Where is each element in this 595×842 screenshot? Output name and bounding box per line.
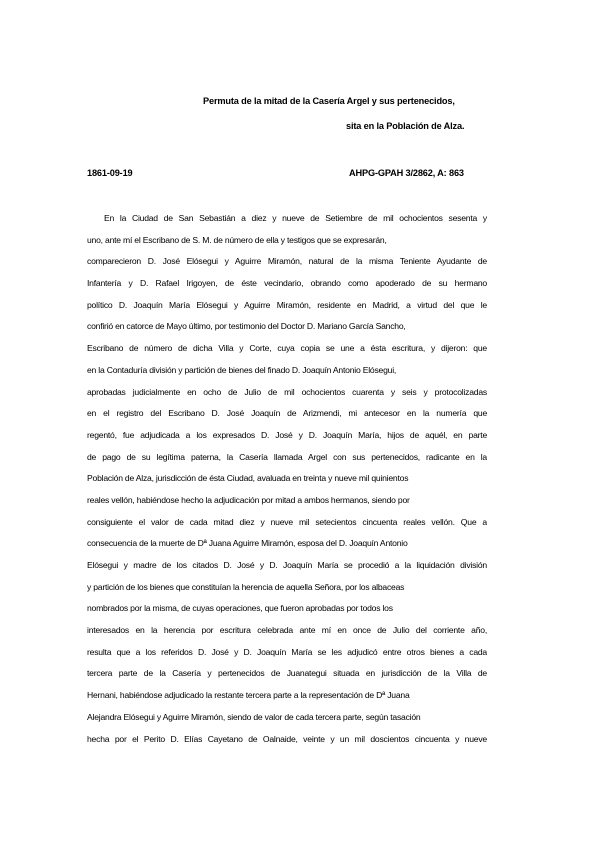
document-title-line-1: Permuta de la mitad de la Casería Argel y sus pertenecidos, (203, 96, 455, 106)
body-line: Hernani, habiéndose adjudicado la restante tercera parte a la representación de Dª Juana (87, 690, 410, 701)
body-line: Elósegui y madre de los citados D. José y D. Joaquín María se procedió a la liquidación división (87, 560, 487, 570)
document-title-line-2: sita en la Población de Alza. (346, 121, 465, 131)
body-line: confirió en catorce de Mayo último, por testimonio del Doctor D. Mariano García Sancho, (87, 321, 406, 332)
body-line: Escribano de número de dicha Villa y Corte, cuya copia se une a ésta escritura, y dijeron: que (87, 343, 487, 354)
body-line: Población de Alza, jurisdicción de ésta Ciudad, avaluada en treinta y nueve mil quinientos (87, 473, 409, 484)
body-line: hecha por el Perito D. Elías Cayetano de Oalnaide, veinte y un mil doscientos cincuenta y nueve (87, 733, 487, 744)
body-line: Infantería y D. Rafael Irigoyen, de éste vecindario, obrando como apoderado de su hermano (87, 278, 487, 289)
body-line: comparecieron D. José Elósegui y Aguirre Miramón, natural de la misma Teniente Ayudante de (87, 256, 487, 267)
body-line: en el registro del Escribano D. José Joaquín de Arizmendi, mi antecesor en la numería que (87, 408, 487, 419)
body-line: aprobadas judicialmente en ocho de Julio de mil ochocientos cuarenta y seis y protocolizadas (87, 386, 487, 397)
body-line: reales vellón, habiéndose hecho la adjudicación por mitad a ambos hermanos, siendo por (87, 494, 410, 505)
body-line: y partición de los bienes que constituían la herencia de aquella Señora, por los albaceas (87, 581, 405, 592)
body-line: de pago de su legítima paterna, la Casería llamada Argel con sus pertenecidos, radicante en la (87, 451, 487, 462)
document-body (87, 212, 487, 754)
body-line: consecuencia de la muerte de Dª Juana Aguirre Miramón, esposa del D. Joaquín Antonio (87, 538, 408, 549)
archive-reference: AHPG-GPAH 3/2862, A: 863 (349, 168, 464, 178)
body-line: en la Contaduría división y partición de bienes del finado D. Joaquín Antonio Elósegui, (87, 364, 397, 375)
body-line: tercera parte de la Casería y pertenecidos de Juanategui situada en jurisdicción de la Villa de (87, 668, 487, 679)
body-line: En la Ciudad de San Sebastián a diez y nueve de Setiembre de mil ochocientos sesenta y (104, 213, 487, 223)
body-line: uno, ante mí el Escribano de S. M. de número de ella y testigos que se expresarán, (87, 234, 387, 245)
body-line: regentó, fue adjudicada a los expresados D. José y D. Joaquín María, hijos de aquél, en parte (87, 429, 487, 440)
body-line: resulta que a los referidos D. José y D. Joaquín María se les adjudicó entre otros bienes a cada (87, 646, 487, 657)
body-line: Alejandra Elósegui y Aguirre Miramón, siendo de valor de cada tercera parte, según tasación (87, 711, 421, 722)
body-line: nombrados por la misma, de cuyas operaciones, que fueron aprobadas por todos los (87, 603, 393, 614)
body-line: político D. Joaquín María Elósegui y Aguirre Miramón, residente en Madrid, a virtud del que le (87, 299, 487, 310)
document-date: 1861-09-19 (87, 168, 133, 178)
body-line: consiguiente el valor de cada mitad diez y nueve mil setecientos cincuenta reales vellón. Que a (87, 516, 487, 527)
body-line: interesados en la herencia por escritura celebrada ante mí en once de Julio del corriente año, (87, 625, 487, 636)
